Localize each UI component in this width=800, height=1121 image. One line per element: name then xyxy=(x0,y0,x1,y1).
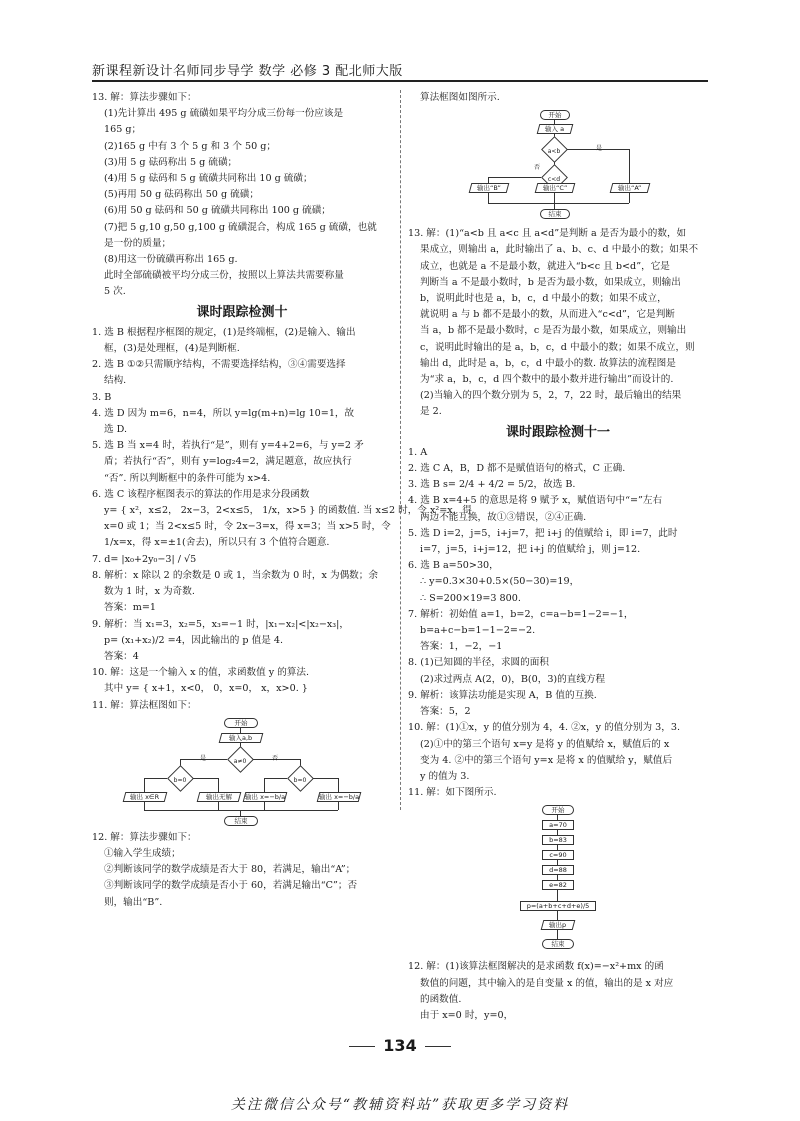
flow-input: 输入a,b xyxy=(219,733,264,743)
text-line: (5)再用 50 g 砝码称出 50 g 硫磺； xyxy=(104,189,259,201)
flow-output: 输出 x=−b/a xyxy=(317,792,362,802)
text-line: (7)把 5 g,10 g,50 g,100 g 硫磺混合，构成 165 g 硫磺，也就 xyxy=(104,221,377,233)
text-line: y 的值为 3. xyxy=(420,770,470,782)
text-line: ∴ S=200×19=3 800. xyxy=(420,592,521,604)
text-line: (3)用 5 g 砝码称出 5 g 硫磺； xyxy=(104,156,238,168)
text-line: 6. 选 C 该程序框图表示的算法的作用是求分段函数 xyxy=(92,488,310,500)
text-line: 4. 选 B x=4+5 的意思是将 9 赋予 x，赋值语句中“=”左右 xyxy=(408,495,663,507)
flowchart-13 xyxy=(468,110,648,222)
text-line: 11. 解：如下图所示. xyxy=(408,787,497,799)
flow-input: 输入 a xyxy=(537,124,574,134)
text-line: 10. 解：这是一个输入 x 的值，求函数值 y 的算法. xyxy=(92,667,310,679)
flow-step: b=83 xyxy=(542,835,574,845)
flow-output: 输出“A” xyxy=(610,183,651,193)
text-line: ∴ y=0.3×30+0.5×(50−30)=19， xyxy=(420,576,580,588)
text-line: 两边不能互换，故①③错误，②④正确. xyxy=(420,511,587,523)
text-line: 答案：4 xyxy=(104,650,139,662)
text-line: (8)用这一份硫磺再称出 165 g. xyxy=(104,254,238,266)
text-line: 8. (1)已知圆的半径，求圆的面积 xyxy=(408,657,549,669)
header-title: 新课程新设计名师同步导学 数学 必修 3 配北师大版 xyxy=(92,64,403,79)
flow-label: 否 xyxy=(272,754,279,762)
text-line: ③判断该同学的数学成绩是否小于 60，若满足输出“C”；否 xyxy=(104,880,358,892)
text-line: 2. 选 B ①②只需顺序结构，不需要选择结构，③④需要选择 xyxy=(92,359,346,371)
flow-step: a=70 xyxy=(542,820,574,830)
text-line: 答案：m=1 xyxy=(104,602,157,614)
text-line: 选 D. xyxy=(104,424,128,436)
text-line: 答案：5，2 xyxy=(420,706,471,718)
column-divider xyxy=(400,90,401,810)
section-title: 课时跟踪检测十一 xyxy=(505,424,610,440)
flowchart-11b xyxy=(498,805,618,955)
flow-decision: a<b xyxy=(541,136,567,162)
text-line: 1. A xyxy=(408,446,428,458)
text-line: 答案：1，−2，−1 xyxy=(420,641,503,653)
text-line: ②判断该同学的数学成绩是否大于 80，若满足，输出“A”； xyxy=(104,864,356,876)
flow-end: 结束 xyxy=(542,939,574,949)
flow-decision: a≠0 xyxy=(227,746,253,772)
flow-label: 否 xyxy=(534,164,541,172)
text-line: (1)先计算出 495 g 硫磺如果平均分成三份每一份应该是 xyxy=(104,108,344,120)
text-line: 3. 选 B s= 2/4 + 4/2 = 5/2，故选 B. xyxy=(408,479,576,491)
text-line: (2)①中的第三个语句 x=y 是将 y 的值赋给 x，赋值后的 x xyxy=(420,738,670,750)
flow-output: 输出p xyxy=(541,920,576,930)
text-line: x=0 或 1；当 2<x≤5 时，令 2x−3=x，得 x=3；当 x>5 时，令 xyxy=(104,521,391,533)
flow-label: 是 xyxy=(200,754,207,762)
page-number-value: 134 xyxy=(383,1036,417,1055)
text-line: 7. 解析：初始值 a=1，b=2，c=a−b=1−2=−1， xyxy=(408,608,634,620)
text-line: i=7，j=5，i+j=12，把 i+j 的值赋给 j，则 j=12. xyxy=(420,544,641,556)
flow-output: 输出 x=−b/a xyxy=(243,792,288,802)
flow-start: 开始 xyxy=(224,718,258,728)
text-line: 当 a，b 都不是最小数时，c 是否为最小数，如果成立，则输出 xyxy=(420,325,687,337)
text-line: 数值的问题，其中输入的是自变量 x 的值，输出的是 x 对应 xyxy=(420,977,674,989)
flow-step: c=90 xyxy=(542,850,574,860)
text-line: 2. 选 C A，B，D 都不是赋值语句的格式，C 正确. xyxy=(408,463,626,475)
footer-note: 关注微信公众号“教辅资料站”获取更多学习资料 xyxy=(230,1097,570,1113)
text-line: 数为 1 时，x 为奇数. xyxy=(104,586,195,598)
text-line: 1/x=x，得 x=±1(舍去)，所以只有 3 个值符合题意. xyxy=(104,537,330,549)
text-line: 3. B xyxy=(92,391,112,403)
text-line: b，说明此时也是 a，b，c，d 中最小的数；如果不成立， xyxy=(420,293,667,305)
flow-decision: b=0 xyxy=(287,765,313,791)
left-answer-13 xyxy=(92,90,392,301)
text-line: 由于 x=0 时，y=0， xyxy=(420,1009,514,1021)
text-line: 13. 解：(1)“a<b 且 a<c 且 a<d”是判断 a 是否为最小的数，如 xyxy=(408,228,687,240)
text-line: 1. 选 B 根据程序框图的规定，(1)是终端框，(2)是输入、输出 xyxy=(92,326,356,338)
text-line: 输出 d，此时是 a，b，c，d 中最小的数. 故算法的流程图是 xyxy=(420,357,676,369)
flow-step: p=(a+b+c+d+e)/5 xyxy=(520,901,596,911)
text-line: 框，(3)是处理框，(4)是判断框. xyxy=(104,343,240,355)
text-line: “否”. 所以判断框中的条件可能为 x>4. xyxy=(104,472,271,484)
right-answer-12 xyxy=(408,959,708,1024)
right-answers xyxy=(408,445,708,801)
text-line: 是一份的质量； xyxy=(104,237,172,249)
text-line: 的函数值. xyxy=(420,993,462,1005)
text-line: 13. 解：算法步骤如下： xyxy=(92,92,197,103)
section-title: 课时跟踪检测十 xyxy=(196,304,288,320)
text-line: 为“求 a，b，c，d 四个数中的最小数并进行输出”而设计的. xyxy=(420,374,674,386)
text-line: p= (x₁+x₂)/2 =4，因此输出的 p 值是 4. xyxy=(104,634,283,646)
right-column xyxy=(408,90,708,1024)
flow-label: 是 xyxy=(596,145,603,153)
flow-start: 开始 xyxy=(540,110,570,120)
flow-output: 输出“B” xyxy=(469,183,510,193)
flow-step: d=88 xyxy=(542,865,574,875)
text-line: 就说明 a 与 b 都不是最小的数，从而进入“c<d”，它是判断 xyxy=(420,309,675,321)
text-line: 165 g； xyxy=(104,124,142,136)
left-answer-12 xyxy=(92,830,392,911)
text-line: 5. 选 D i=2，j=5，i+j=7，把 i+j 的值赋给 i，即 i=7，此时 xyxy=(408,527,678,539)
text-line: 4. 选 D 因为 m=6，n=4，所以 y=lg(m+n)=lg 10=1，故 xyxy=(92,407,355,419)
text-line: 5 次. xyxy=(104,286,126,298)
text-line: (6)用 50 g 砝码和 50 g 硫磺共同称出 100 g 硫磺； xyxy=(104,205,331,217)
text-line: 7. d= |x₀+2y₀−3| / √5 xyxy=(92,553,197,565)
text-line: 10. 解：(1)①x，y 的值分别为 4，4. ②x，y 的值分别为 3，3. xyxy=(408,722,681,734)
flowchart-11 xyxy=(122,718,362,826)
flow-output: 输出 x∈R xyxy=(123,792,168,802)
text-line: (2)求过两点 A(2，0)，B(0，3)的直线方程 xyxy=(420,673,606,685)
text-line: 8. 解析：x 除以 2 的余数是 0 或 1，当余数为 0 时，x 为偶数；余 xyxy=(92,569,378,581)
text-line: 判断当 a 不是最小数时，b 是否为最小数，如果成立，则输出 xyxy=(420,276,681,288)
text-line: 变为 4. ②中的第三个语句 y=x 是将 x 的值赋给 y，赋值后 xyxy=(420,754,673,766)
text-line: 11. 解：算法框图如下： xyxy=(92,699,197,711)
text-line: ①输入学生成绩； xyxy=(104,847,181,859)
text-line: 5. 选 B 当 x=4 时，若执行“是”，则有 y=4+2=6，与 y=2 矛 xyxy=(92,440,364,452)
text-line: 12. 解：(1)该算法框图解决的是求函数 f(x)=−x²+mx 的函 xyxy=(408,961,664,973)
text-line: 结构. xyxy=(104,375,127,387)
text-line: 6. 选 B a=50>30， xyxy=(408,560,499,572)
flow-end: 结束 xyxy=(224,816,258,826)
flow-start: 开始 xyxy=(542,805,574,815)
text-line: c，说明此时输出的是 a，b，c，d 中最小的数；如果不成立，则 xyxy=(420,341,695,353)
text-line: 是 2. xyxy=(420,406,442,418)
flow-output: 输出“C” xyxy=(535,183,576,193)
right-answer-13 xyxy=(408,226,708,420)
text-line: (2)165 g 中有 3 个 5 g 和 3 个 50 g； xyxy=(104,140,276,152)
flow-decision: c<d xyxy=(541,164,567,190)
text-line: 果成立，则输出 a，此时输出了 a、b、c、d 中最小的数；如果不 xyxy=(420,244,699,256)
text-line: 12. 解：算法步骤如下： xyxy=(92,831,197,843)
text-line: (4)用 5 g 砝码和 5 g 硫磺共同称出 10 g 硫磺； xyxy=(104,173,313,185)
text-line: 则，输出“B”. xyxy=(104,896,163,908)
page-number xyxy=(0,1036,800,1055)
text-line: 其中 y= { x+1，x<0， 0，x=0， x，x>0. } xyxy=(104,683,308,695)
text-line: y= { x²，x≤2， 2x−3，2<x≤5， 1/x，x>5 } 的函数值. 当 x≤2 时，令 x²=x，得 xyxy=(104,505,472,517)
text-line: 此时全部硫磺被平均分成三份，按照以上算法共需要称量 xyxy=(104,270,344,282)
text-line: 9. 解析：当 x₁=3，x₂=5，x₃=−1 时，|x₁−x₂|<|x₂−x₃|， xyxy=(92,618,349,630)
running-header xyxy=(92,58,708,82)
text-line: 成立，也就是 a 不是最小数，就进入“b<c 且 b<d”，它是 xyxy=(420,260,670,272)
text-line: 算法框图如图所示. xyxy=(420,92,500,103)
flow-output: 输出无解 xyxy=(197,792,242,802)
text-line: 盾；若执行“否”，则有 y=log₂4=2，满足题意，故应执行 xyxy=(104,456,352,468)
flow-decision: b=0 xyxy=(167,765,193,791)
text-line: b=a+c−b=1−1−2=−2. xyxy=(420,625,536,637)
flow-end: 结束 xyxy=(540,209,570,219)
text-line: 9. 解析：该算法功能是实现 A，B 值的互换. xyxy=(408,689,597,701)
text-line: (2)当输入的四个数分别为 5，2，7，22 时，最后输出的结果 xyxy=(420,390,682,402)
flow-step: e=82 xyxy=(542,880,574,890)
